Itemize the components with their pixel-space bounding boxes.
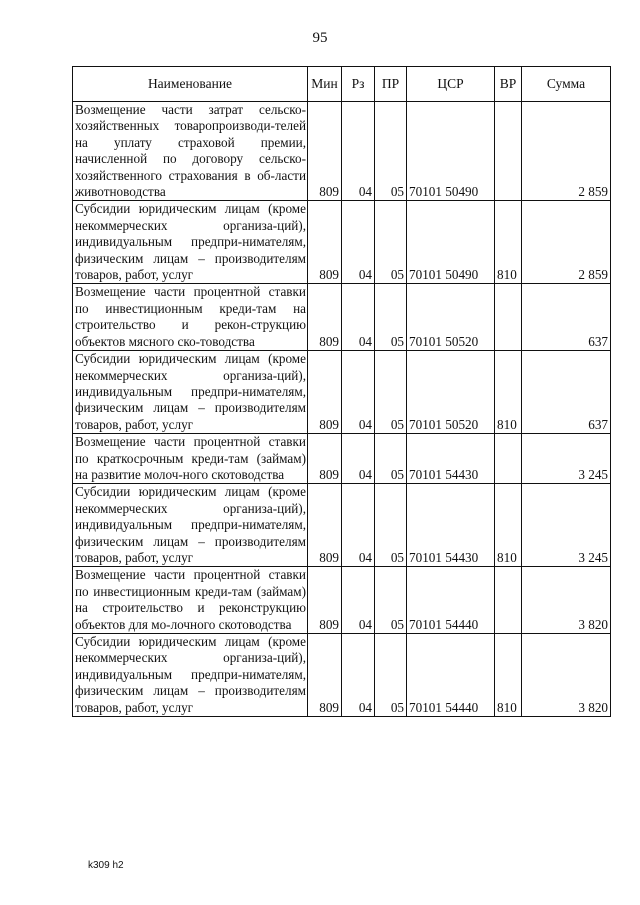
row-csr: 70101 50490 xyxy=(407,102,495,201)
table-header-row xyxy=(73,67,611,102)
row-rz: 04 xyxy=(342,634,375,717)
row-sum: 3 820 xyxy=(522,567,611,634)
row-vr xyxy=(495,102,522,201)
row-name: Субсидии юридическим лицам (кроме некоммерческих организа-ций), индивидуальным предпри-нимателям, физическим лицам – производителям товаров, работ, услуг xyxy=(73,351,308,434)
row-csr: 70101 54430 xyxy=(407,484,495,567)
row-csr: 70101 54440 xyxy=(407,567,495,634)
page-number: 95 xyxy=(312,30,328,46)
row-rz: 04 xyxy=(342,567,375,634)
table-body xyxy=(73,102,611,717)
row-sum: 2 859 xyxy=(522,102,611,201)
header-pr: ПР xyxy=(375,67,407,102)
row-pr: 05 xyxy=(375,102,407,201)
row-min: 809 xyxy=(308,351,342,434)
row-name: Возмещение части затрат сельско-хозяйственных товаропроизводи-телей на уплату страховой премии, начисленной по договору сельско-хозяйственного страхования в об-ласти животноводства xyxy=(73,102,308,201)
row-vr: 810 xyxy=(495,201,522,284)
row-sum: 3 245 xyxy=(522,484,611,567)
row-pr: 05 xyxy=(375,634,407,717)
row-pr: 05 xyxy=(375,567,407,634)
row-rz: 04 xyxy=(342,284,375,351)
row-rz: 04 xyxy=(342,102,375,201)
row-name: Возмещение части процентной ставки по краткосрочным креди-там (займам) на развитие молоч-ного скотоводства xyxy=(73,434,308,484)
row-sum: 3 245 xyxy=(522,434,611,484)
row-min: 809 xyxy=(308,284,342,351)
row-vr: 810 xyxy=(495,634,522,717)
row-vr xyxy=(495,284,522,351)
row-rz: 04 xyxy=(342,351,375,434)
footer-code: k309 h2 xyxy=(88,860,124,871)
row-min: 809 xyxy=(308,634,342,717)
row-rz: 04 xyxy=(342,201,375,284)
row-name: Субсидии юридическим лицам (кроме некоммерческих организа-ций), индивидуальным предпри-нимателям, физическим лицам – производителям товаров, работ, услуг xyxy=(73,634,308,717)
row-min: 809 xyxy=(308,484,342,567)
table-row xyxy=(73,284,611,351)
row-pr: 05 xyxy=(375,201,407,284)
row-name: Возмещение части процентной ставки по инвестиционным креди-там на строительство и рекон-струкцию объектов мясного ско-товодства xyxy=(73,284,308,351)
header-min: Мин xyxy=(308,67,342,102)
row-min: 809 xyxy=(308,567,342,634)
row-vr: 810 xyxy=(495,351,522,434)
table-row xyxy=(73,567,611,634)
row-pr: 05 xyxy=(375,351,407,434)
row-pr: 05 xyxy=(375,484,407,567)
header-vr: ВР xyxy=(495,67,522,102)
row-csr: 70101 50520 xyxy=(407,284,495,351)
row-min: 809 xyxy=(308,102,342,201)
row-min: 809 xyxy=(308,201,342,284)
row-sum: 637 xyxy=(522,284,611,351)
row-sum: 3 820 xyxy=(522,634,611,717)
row-pr: 05 xyxy=(375,434,407,484)
budget-table xyxy=(72,66,611,717)
row-csr: 70101 54430 xyxy=(407,434,495,484)
header-name: Наименование xyxy=(73,67,308,102)
row-rz: 04 xyxy=(342,434,375,484)
table-row xyxy=(73,201,611,284)
row-vr: 810 xyxy=(495,484,522,567)
table-row xyxy=(73,102,611,201)
row-vr xyxy=(495,567,522,634)
row-rz: 04 xyxy=(342,484,375,567)
header-rz: Рз xyxy=(342,67,375,102)
header-sum: Сумма xyxy=(522,67,611,102)
header-csr: ЦСР xyxy=(407,67,495,102)
row-name: Субсидии юридическим лицам (кроме некоммерческих организа-ций), индивидуальным предпри-нимателям, физическим лицам – производителям товаров, работ, услуг xyxy=(73,201,308,284)
table-row xyxy=(73,351,611,434)
row-min: 809 xyxy=(308,434,342,484)
row-pr: 05 xyxy=(375,284,407,351)
row-sum: 637 xyxy=(522,351,611,434)
row-vr xyxy=(495,434,522,484)
table-row xyxy=(73,634,611,717)
row-name: Возмещение части процентной ставки по инвестиционным креди-там (займам) на строительство и реконструкцию объектов для мо-лочного скотоводства xyxy=(73,567,308,634)
row-csr: 70101 50490 xyxy=(407,201,495,284)
table-row xyxy=(73,434,611,484)
row-sum: 2 859 xyxy=(522,201,611,284)
row-name: Субсидии юридическим лицам (кроме некоммерческих организа-ций), индивидуальным предпри-нимателям, физическим лицам – производителям товаров, работ, услуг xyxy=(73,484,308,567)
row-csr: 70101 50520 xyxy=(407,351,495,434)
table-row xyxy=(73,484,611,567)
row-csr: 70101 54440 xyxy=(407,634,495,717)
